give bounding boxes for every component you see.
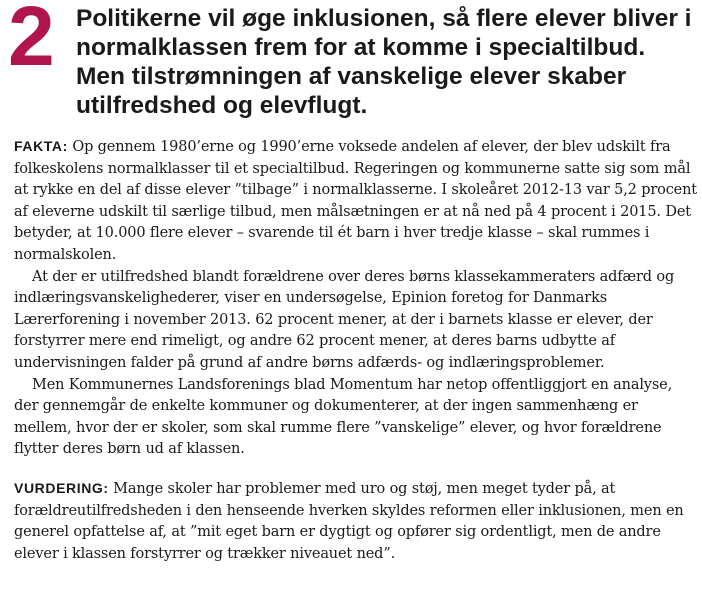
fakta-paragraph-2: At der er utilfredshed blandt forældrene over deres børns klassekammeraters adfærd og indlæringsvanskelighederer, viser en undersøgelse, Epinion foretog for Danmarks Lærerforening i november 2013. 62 procent mener, at der i barnets klasse er elever, der forstyrrer mere end rimeligt, og andre 62 procent mener, at deres barns udbytte af undervisningen falder på grund af andre børns adfærds- og indlæringsproblemer. <box>14 268 675 371</box>
headline: Politikerne vil øge inklusionen, så flere elever bliver i normalklassen frem for at komme i specialtilbud. Men tilstrømningen af vanskelige elever skaber utilfredshed og elevflugt. <box>76 5 692 119</box>
fakta-text-1: Op gennem 1980’erne og 1990’erne voksede andelen af elever, der blev udskilt fra folkeskolens normalklasser til et specialtilbud. Regeringen og kommunerne satte sig som mål at rykke en del af disse elever ”tilbage” i normalklasserne. I skoleåret 2012-13 var 5,2 procent af eleverne udskilt til særlige tilbud, men målsætningen er at nå ned på 4 procent i 2015. Det betyder, at 10.000 flere elever – svarende til ét barn i hver tredje klasse – skal rummes i normalskolen. <box>14 139 697 263</box>
vurdering-paragraph <box>14 478 698 565</box>
section-number: 2 <box>8 0 55 83</box>
vurdering-label: VURDERING: <box>14 479 109 496</box>
article-body <box>14 136 698 565</box>
fakta-paragraph-3: Men Kommunernes Landsforenings blad Momentum har netop offentliggjort en analyse, der gennemgår de enkelte kommuner og dokumenterer, at der ingen sammenhæng er mellem, hvor der er skoler, som skal rumme flere ”vanskelige” elever, og hvor forældrene flytter deres børn ud af klassen. <box>14 376 673 458</box>
fakta-label: FAKTA: <box>14 138 68 154</box>
section-divider <box>14 461 698 478</box>
fakta-paragraph-1 <box>14 136 698 267</box>
vurdering-text: Mange skoler har problemer med uro og støj, men meget tyder på, at forældreutilfredsheden i den henseende hverken skyldes reformen eller inklusionen, men en generel opfattelse af, at ”mit eget barn er dygtigt og opfører sig ordentligt, men de andre elever i klassen forstyrrer og trækker niveauet ned”. <box>14 480 684 562</box>
